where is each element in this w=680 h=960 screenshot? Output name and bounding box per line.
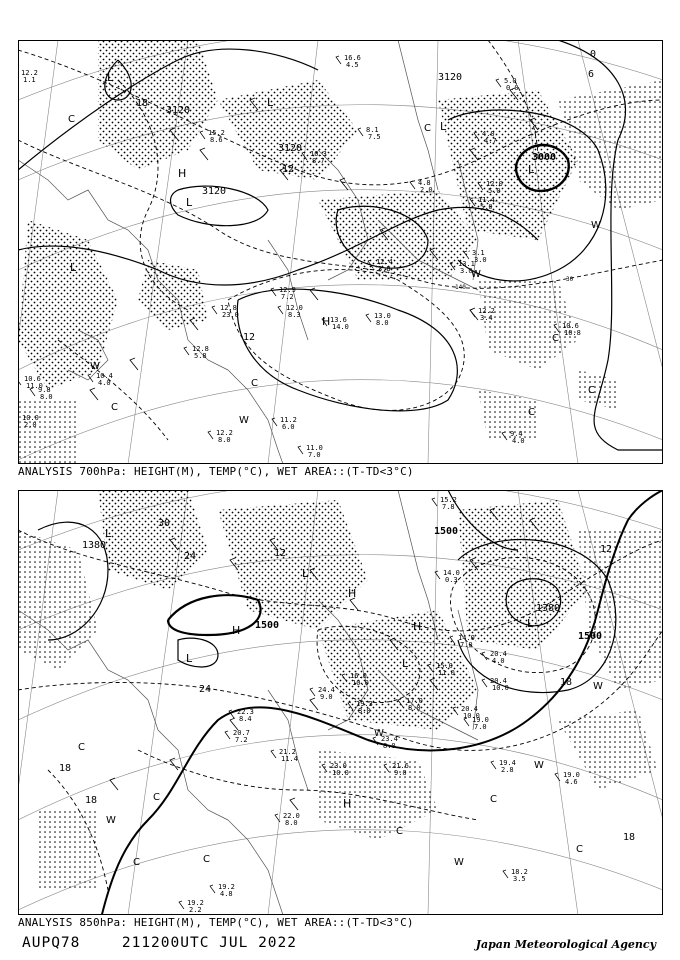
- wind-barb: [432, 498, 437, 506]
- center-H: H: [413, 620, 422, 633]
- temp-cold: C: [396, 826, 403, 837]
- temp-cold: C: [588, 385, 595, 396]
- station-dewpoint-depression: 4.5: [346, 61, 359, 69]
- station-temp: 19.2: [218, 883, 235, 891]
- height-label: 1500: [578, 631, 603, 642]
- station-dewpoint-depression: 4.0: [98, 379, 111, 387]
- station-temp: 12.4: [376, 258, 393, 266]
- temp-warm: W: [90, 361, 100, 372]
- isotherm-label: 18: [59, 763, 72, 774]
- station-dewpoint-depression: 11.4: [281, 755, 298, 763]
- isotherm-label: 18: [136, 98, 149, 109]
- height-label: 1380: [82, 540, 107, 551]
- station-plot: [210, 883, 235, 898]
- temp-cold: C: [153, 792, 160, 803]
- center-L: L: [105, 527, 112, 540]
- station-dewpoint-depression: 3.5: [513, 875, 526, 883]
- station-temp: 19.0: [563, 771, 580, 779]
- station-temp: 19.4: [499, 759, 516, 767]
- lon-label: 30: [566, 276, 574, 283]
- station-temp: 4.0: [482, 130, 495, 138]
- station-temp: 14.0: [443, 569, 460, 577]
- station-temp: 20.4: [461, 705, 478, 713]
- station-dewpoint-depression: 8.6: [210, 136, 223, 144]
- station-plot: [88, 372, 113, 387]
- station-dewpoint-depression: 7.5: [368, 133, 381, 141]
- station-temp: 10.4: [96, 372, 113, 380]
- station-temp: 17.0: [406, 697, 423, 705]
- station-plot: [179, 899, 204, 914]
- wind-barb: [271, 288, 276, 296]
- station-dewpoint-depression: 8.0: [408, 704, 421, 712]
- isotherm-label: 30: [158, 518, 171, 529]
- station-plot: [491, 759, 516, 774]
- station-dewpoint-depression: 3.0: [474, 256, 487, 264]
- wind-barb: [208, 431, 213, 439]
- station-temp: 10.6: [562, 322, 579, 330]
- isotherm-label: 24: [199, 684, 212, 695]
- caption-700hpa: ANALYSIS 700hPa: HEIGHT(M), TEMP(°C), WET AREA::(T-TD<3°C): [18, 465, 414, 478]
- wind-barb: [88, 374, 93, 382]
- station-temp: 13.6: [330, 316, 347, 324]
- station-temp: 9.4: [510, 430, 523, 438]
- station-dewpoint-depression: 1.1: [23, 76, 36, 84]
- center-L: L: [528, 163, 535, 176]
- station-temp: 12.8: [220, 304, 237, 312]
- station-temp: 10.3: [310, 150, 327, 158]
- station-temp: 12.9: [279, 286, 296, 294]
- station-temp: 16.6: [344, 54, 361, 62]
- wet-areas-700: [18, 40, 663, 464]
- station-dewpoint-depression: 14.0: [332, 323, 349, 331]
- isotherm-label: 18: [85, 795, 98, 806]
- wind-barb: [482, 679, 487, 687]
- station-temp: 19.0: [472, 716, 489, 724]
- station-dewpoint-depression: 4.0: [492, 657, 505, 665]
- station-dewpoint-depression: 3.0: [460, 267, 473, 275]
- wind-barb: [336, 56, 341, 64]
- station-temp: 24.4: [318, 686, 335, 694]
- temp-warm: W: [591, 220, 601, 231]
- isotherm-label: 18: [623, 832, 636, 843]
- wind-barb: [271, 750, 276, 758]
- station-dewpoint-depression: 10.0: [492, 684, 509, 692]
- center-H: H: [322, 315, 331, 328]
- center-L: L: [267, 96, 274, 109]
- station-plot: [482, 677, 509, 692]
- station-dewpoint-depression: 10.0: [332, 769, 349, 777]
- station-dewpoint-depression: 3.8: [378, 265, 391, 273]
- station-temp: 11.0: [306, 444, 323, 452]
- station-temp: 22.3: [237, 708, 254, 716]
- wind-barb: [310, 688, 315, 696]
- station-dewpoint-depression: 2.0: [24, 421, 37, 429]
- center-L: L: [302, 567, 309, 580]
- isotherm-label: 18: [560, 677, 573, 688]
- station-dewpoint-depression: 8.0: [383, 742, 396, 750]
- station-temp: 11.2: [280, 416, 297, 424]
- station-dewpoint-depression: 7.2: [235, 736, 248, 744]
- wind-barb: [184, 347, 189, 355]
- chart-id-line: [22, 935, 297, 951]
- station-temp: 21.2: [279, 748, 296, 756]
- station-temp: 12.8: [192, 345, 209, 353]
- height-label: 1380: [536, 603, 561, 614]
- station-temp: 15.0: [436, 662, 453, 670]
- station-dewpoint-depression: 4.8: [220, 890, 233, 898]
- station-temp: 18.2: [511, 868, 528, 876]
- station-dewpoint-depression: 10.0: [463, 712, 480, 720]
- station-dewpoint-depression: 11.0: [26, 382, 43, 390]
- station-plot: [229, 708, 254, 723]
- station-temp: 9.8: [38, 386, 51, 394]
- temp-cold: C: [251, 378, 258, 389]
- station-dewpoint-depression: 5.8: [194, 352, 207, 360]
- temp-cold: C: [490, 794, 497, 805]
- height-label: 3120: [202, 186, 227, 197]
- station-dewpoint-depression: 8.0: [358, 707, 371, 715]
- station-dewpoint-depression: 8.0: [376, 319, 389, 327]
- station-temp: 8.1: [366, 126, 379, 134]
- station-plot: [358, 126, 381, 141]
- station-plot: [184, 345, 209, 360]
- wind-barb: [555, 773, 560, 781]
- station-plot: [200, 129, 225, 144]
- station-dewpoint-depression: 11.0: [438, 669, 455, 677]
- station-dewpoint-depression: 7.0: [460, 641, 473, 649]
- center-L: L: [527, 617, 534, 630]
- wind-barb: [210, 885, 215, 893]
- wind-barb: [503, 870, 508, 878]
- station-dewpoint-depression: 4.0: [512, 437, 525, 445]
- station-temp: 12.2: [216, 429, 233, 437]
- isotherm-label: 12: [600, 544, 613, 555]
- wind-barb: [491, 761, 496, 769]
- center-H: H: [232, 624, 241, 637]
- analysis-700hpa-map: [18, 40, 663, 464]
- station-plot: [503, 868, 528, 883]
- station-plot: [278, 304, 303, 319]
- map-700-svg: [18, 40, 663, 464]
- station-temp: 15.2: [208, 129, 225, 137]
- station-dewpoint-depression: 8.0: [285, 819, 298, 827]
- center-L: L: [402, 657, 409, 670]
- station-temp: 21.6: [392, 762, 409, 770]
- station-plot: [298, 444, 323, 459]
- isotherm-label: 0: [590, 49, 597, 60]
- station-dewpoint-depression: 3.4: [480, 314, 493, 322]
- height-label: 3000: [532, 152, 557, 163]
- height-label: 1500: [434, 526, 459, 537]
- station-temp: 23.4: [381, 735, 398, 743]
- temp-cold: C: [576, 844, 583, 855]
- station-dewpoint-depression: 8.4: [239, 715, 252, 723]
- temp-cold: C: [78, 742, 85, 753]
- chart-code: AUPQ78: [22, 935, 81, 951]
- wind-barb: [225, 731, 230, 739]
- wind-barb: [200, 131, 205, 139]
- chart-datetime: 211200UTC JUL 2022: [121, 935, 297, 951]
- temp-cold: C: [203, 854, 210, 865]
- station-dewpoint-depression: 8.3: [288, 311, 301, 319]
- center-L: L: [440, 120, 447, 133]
- station-temp: 12.0: [286, 304, 303, 312]
- wind-barb: [410, 181, 415, 189]
- station-plot: [366, 312, 391, 327]
- station-plot: [271, 286, 296, 301]
- temp-warm: W: [471, 269, 481, 280]
- station-temp: 13.1: [458, 260, 475, 268]
- temp-cold: C: [133, 857, 140, 868]
- station-dewpoint-depression: 2.0: [420, 186, 433, 194]
- lon-label: 140: [455, 284, 466, 291]
- temp-warm: W: [534, 760, 544, 771]
- station-dewpoint-depression: 7.0: [474, 723, 487, 731]
- station-dewpoint-depression: 4.7: [484, 137, 497, 145]
- station-temp: 3.1: [472, 249, 485, 257]
- center-L: L: [186, 196, 193, 209]
- station-dewpoint-depression: 2.2: [189, 906, 202, 914]
- station-dewpoint-depression: 0.0: [506, 84, 519, 92]
- station-temp: 5.0: [504, 77, 517, 85]
- station-temp: 23.0: [330, 762, 347, 770]
- station-temp: 4.8: [418, 179, 431, 187]
- station-temp: 12.2: [21, 69, 38, 77]
- station-temp: 10.0: [22, 414, 39, 422]
- station-temp: 13.0: [374, 312, 391, 320]
- station-temp: 12.2: [478, 307, 495, 315]
- station-plot: [212, 304, 239, 319]
- temp-warm: W: [454, 857, 464, 868]
- height-label: 3120: [166, 105, 191, 116]
- station-dewpoint-depression: 0.3: [445, 576, 458, 584]
- temp-cold: C: [424, 123, 431, 134]
- station-temp: 14.0: [458, 634, 475, 642]
- station-dewpoint-depression: 23.0: [222, 311, 239, 319]
- station-dewpoint-depression: 8.0: [218, 436, 231, 444]
- center-L: L: [186, 652, 193, 665]
- station-dewpoint-depression: 10.8: [564, 329, 581, 337]
- center-L: L: [70, 261, 77, 274]
- station-dewpoint-depression: 7.0: [308, 451, 321, 459]
- wind-barb: [212, 306, 217, 314]
- station-plot: [208, 429, 233, 444]
- station-plot: [272, 416, 297, 431]
- station-temp: 10.6: [24, 375, 41, 383]
- analysis-850hpa-map: [18, 490, 663, 915]
- station-temp: 19.3: [356, 700, 373, 708]
- station-plot: [271, 748, 298, 763]
- station-plot: [432, 496, 457, 511]
- temp-warm: W: [593, 681, 603, 692]
- isotherm-label: 6: [588, 69, 595, 80]
- caption-850hpa: ANALYSIS 850hPa: HEIGHT(M), TEMP(°C), WET AREA::(T-TD<3°C): [18, 916, 414, 929]
- center-H: H: [178, 167, 187, 180]
- center-L: L: [107, 71, 114, 84]
- temp-cold: C: [68, 114, 75, 125]
- wind-barb: [179, 901, 184, 909]
- station-dewpoint-depression: 7.2: [281, 293, 294, 301]
- station-dewpoint-depression: 9.0: [394, 769, 407, 777]
- height-label: 3120: [278, 143, 303, 154]
- center-H: H: [348, 587, 357, 600]
- height-label: 3120: [438, 72, 463, 83]
- station-plot: [336, 54, 361, 69]
- temp-warm: W: [374, 728, 384, 739]
- isotherm-label: 12: [274, 548, 287, 559]
- station-temp: 20.4: [490, 677, 507, 685]
- wind-barb: [298, 446, 303, 454]
- station-dewpoint-depression: 2.8: [501, 766, 514, 774]
- station-temp: 19.2: [187, 899, 204, 907]
- station-temp: 12.0: [486, 180, 503, 188]
- wind-barb: [470, 309, 475, 317]
- station-dewpoint-depression: 8.7: [312, 157, 325, 165]
- station-dewpoint-depression: 8.0: [40, 393, 53, 401]
- station-dewpoint-depression: 5.0: [480, 203, 493, 211]
- wind-barb: [496, 79, 501, 87]
- station-plot: [225, 729, 250, 744]
- station-dewpoint-depression: 6.0: [282, 423, 295, 431]
- wind-barb: [482, 652, 487, 660]
- isotherm-label: 12: [243, 332, 256, 343]
- map-850-svg: [18, 490, 663, 915]
- station-dewpoint-depression: 4.6: [565, 778, 578, 786]
- station-plot: [435, 569, 460, 584]
- isotherm-label: 24: [184, 551, 197, 562]
- station-temp: 20.4: [490, 650, 507, 658]
- station-dewpoint-depression: 5.0: [488, 187, 501, 195]
- wind-barb: [366, 314, 371, 322]
- station-plot: [18, 69, 38, 84]
- temp-cold: C: [528, 407, 535, 418]
- station-temp: 20.7: [233, 729, 250, 737]
- temp-warm: W: [106, 815, 116, 826]
- isotherm-label: 12: [282, 164, 295, 175]
- station-temp: 22.0: [283, 812, 300, 820]
- station-temp: 11.4: [478, 196, 495, 204]
- wind-barb: [278, 306, 283, 314]
- station-temp: 15.2: [440, 496, 457, 504]
- height-label: 1500: [255, 620, 280, 631]
- station-dewpoint-depression: 9.0: [320, 693, 333, 701]
- wind-barb: [358, 128, 363, 136]
- station-dewpoint-depression: 7.8: [442, 503, 455, 511]
- temp-cold: C: [111, 402, 118, 413]
- station-temp: 16.0: [350, 672, 367, 680]
- agency-name: Japan Meteorological Agency: [475, 938, 656, 951]
- temp-cold: C: [552, 333, 559, 344]
- center-H: H: [343, 797, 352, 810]
- temp-warm: W: [239, 415, 249, 426]
- station-plot: [496, 77, 519, 92]
- station-dewpoint-depression: 10.0: [352, 679, 369, 687]
